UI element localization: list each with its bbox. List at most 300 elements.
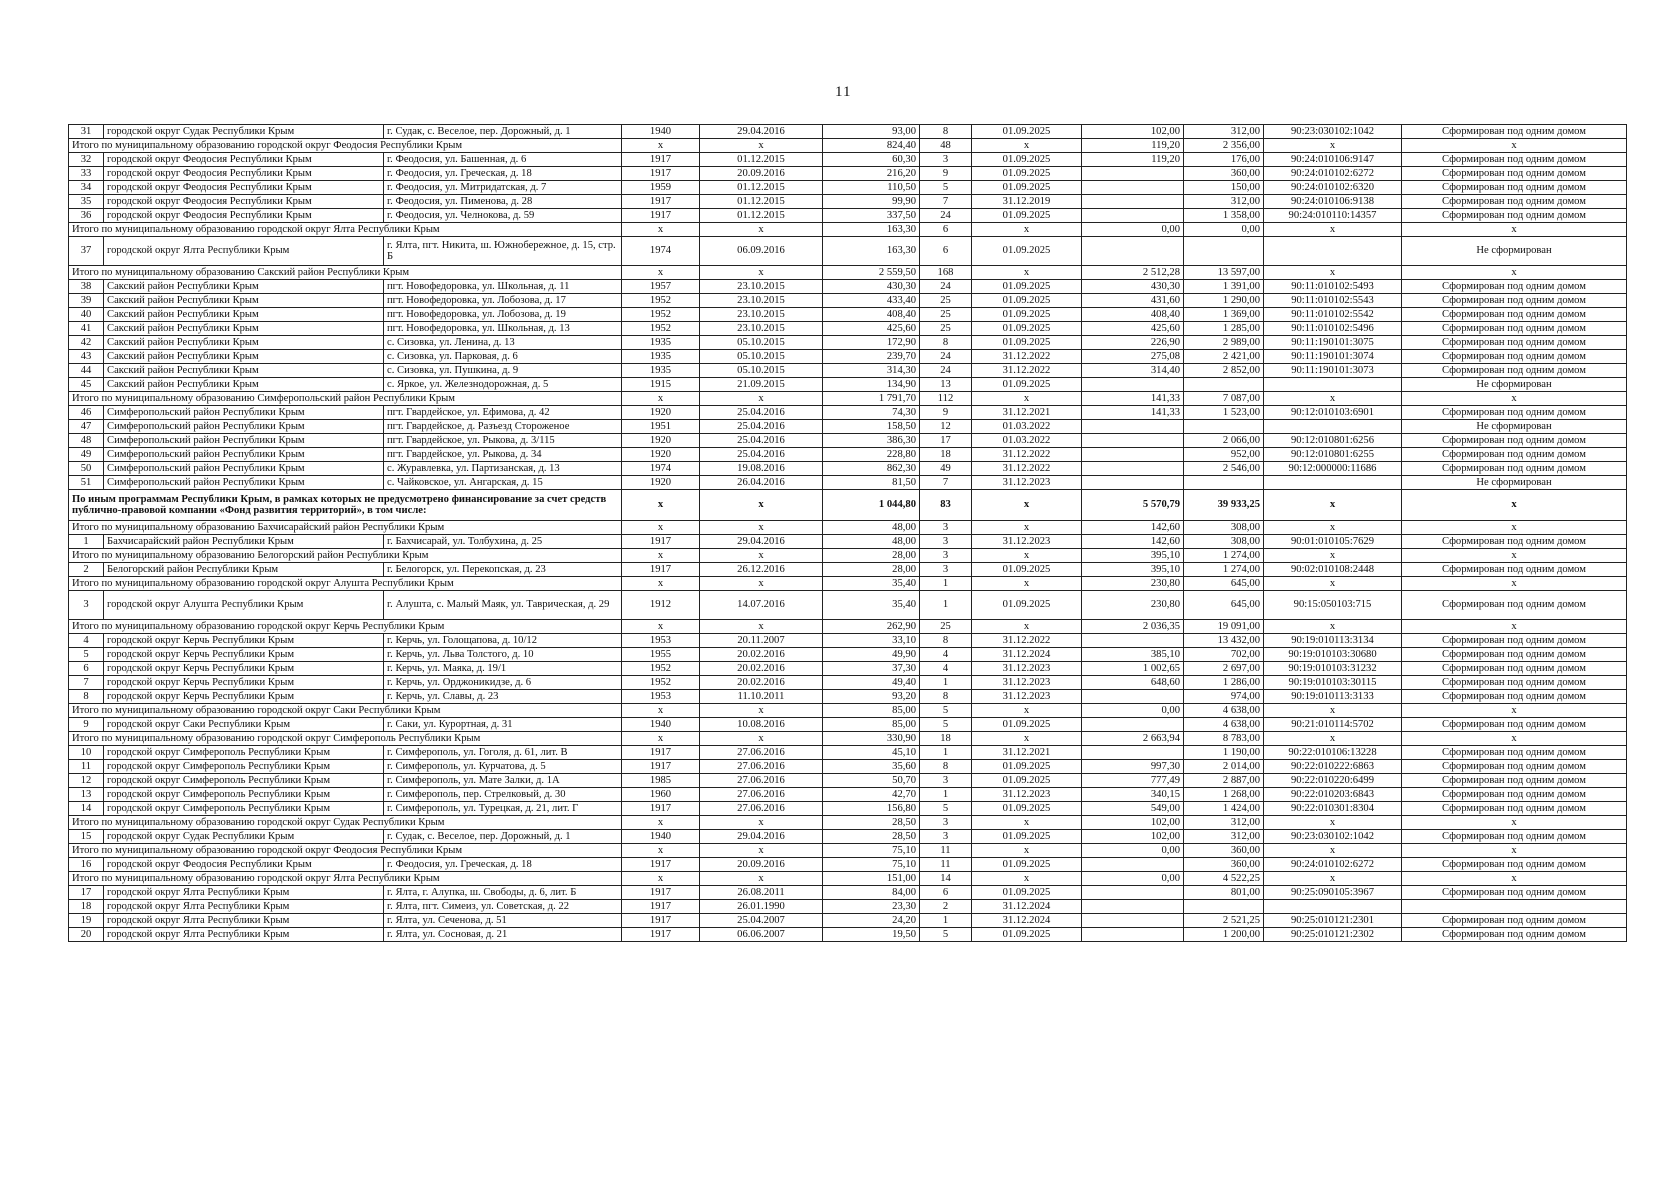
table-cell: 430,30 xyxy=(1082,280,1184,294)
table-cell: 25.04.2016 xyxy=(700,434,823,448)
table-cell: 151,00 xyxy=(823,872,920,886)
table-cell: 31.12.2023 xyxy=(972,690,1082,704)
table-cell: 648,60 xyxy=(1082,676,1184,690)
table-cell: Сформирован под одним домом xyxy=(1402,914,1627,928)
table-cell: 4 xyxy=(920,662,972,676)
table-cell: г. Керчь, ул. Голощапова, д. 10/12 xyxy=(384,634,622,648)
table-cell: 549,00 xyxy=(1082,802,1184,816)
table-cell: 41 xyxy=(69,322,104,336)
table-row xyxy=(69,591,1627,620)
subtotal-row xyxy=(69,521,1627,535)
table-cell: 1917 xyxy=(622,195,700,209)
table-cell: Сформирован под одним домом xyxy=(1402,928,1627,942)
subtotal-label: Итого по муниципальному образованию городской округ Ялта Республики Крым xyxy=(69,223,622,237)
table-cell: 7 xyxy=(920,476,972,490)
table-cell: 275,08 xyxy=(1082,350,1184,364)
table-cell: 226,90 xyxy=(1082,336,1184,350)
table-cell: 1 190,00 xyxy=(1184,746,1264,760)
table-cell: 90:12:010103:6901 xyxy=(1264,406,1402,420)
table-cell: 18 xyxy=(920,448,972,462)
table-cell: 28,00 xyxy=(823,563,920,577)
table-cell: Сформирован под одним домом xyxy=(1402,563,1627,577)
table-cell: 25.04.2016 xyxy=(700,420,823,434)
table-cell: пгт. Новофедоровка, ул. Школьная, д. 11 xyxy=(384,280,622,294)
table-cell: 2 989,00 xyxy=(1184,336,1264,350)
table-cell xyxy=(1082,462,1184,476)
table-cell: 228,80 xyxy=(823,448,920,462)
table-cell: 4 638,00 xyxy=(1184,704,1264,718)
table-cell: 90:22:010222:6863 xyxy=(1264,760,1402,774)
table-cell: 1940 xyxy=(622,718,700,732)
table-cell: 645,00 xyxy=(1184,577,1264,591)
table-cell: 395,10 xyxy=(1082,549,1184,563)
table-cell: 23.10.2015 xyxy=(700,280,823,294)
table-cell: 37,30 xyxy=(823,662,920,676)
table-row xyxy=(69,476,1627,490)
table-cell: 6 xyxy=(920,237,972,266)
table-cell xyxy=(1082,378,1184,392)
table-cell: 05.10.2015 xyxy=(700,364,823,378)
table-cell: 01.09.2025 xyxy=(972,209,1082,223)
table-cell: г. Ялта, ул. Сосновая, д. 21 xyxy=(384,928,622,942)
table-cell: 5 xyxy=(920,928,972,942)
table-cell: г. Керчь, ул. Маяка, д. 19/1 xyxy=(384,662,622,676)
table-cell: с. Журавлевка, ул. Партизанская, д. 13 xyxy=(384,462,622,476)
table-cell: 90:19:010103:30680 xyxy=(1264,648,1402,662)
table-cell: 1 268,00 xyxy=(1184,788,1264,802)
table-cell: 3 xyxy=(920,774,972,788)
table-cell: 3 xyxy=(920,521,972,535)
table-cell: 156,80 xyxy=(823,802,920,816)
table-cell: г. Феодосия, ул. Башенная, д. 6 xyxy=(384,153,622,167)
table-cell: 83 xyxy=(920,490,972,521)
table-row xyxy=(69,322,1627,336)
table-cell: x xyxy=(622,392,700,406)
table-cell xyxy=(1184,900,1264,914)
table-cell: x xyxy=(700,549,823,563)
table-cell: 360,00 xyxy=(1184,858,1264,872)
table-cell: 702,00 xyxy=(1184,648,1264,662)
table-cell: 05.10.2015 xyxy=(700,336,823,350)
table-cell: 32 xyxy=(69,153,104,167)
table-cell: Сформирован под одним домом xyxy=(1402,364,1627,378)
table-row xyxy=(69,802,1627,816)
table-cell: x xyxy=(1264,704,1402,718)
table-cell: x xyxy=(972,139,1082,153)
table-cell: 01.09.2025 xyxy=(972,153,1082,167)
table-cell: 1 200,00 xyxy=(1184,928,1264,942)
table-cell: x xyxy=(972,223,1082,237)
table-cell: 1953 xyxy=(622,690,700,704)
table-cell: пгт. Гвардейское, ул. Рыкова, д. 3/115 xyxy=(384,434,622,448)
table-cell: г. Феодосия, ул. Челнокова, д. 59 xyxy=(384,209,622,223)
table-cell: x xyxy=(972,577,1082,591)
table-cell: 134,90 xyxy=(823,378,920,392)
table-cell: 1952 xyxy=(622,322,700,336)
table-cell: 1917 xyxy=(622,886,700,900)
table-cell: x xyxy=(622,620,700,634)
table-cell: 20.02.2016 xyxy=(700,676,823,690)
table-cell: x xyxy=(1402,816,1627,830)
table-cell: 40 xyxy=(69,308,104,322)
table-cell: 84,00 xyxy=(823,886,920,900)
table-cell: 01.09.2025 xyxy=(972,830,1082,844)
table-cell: городской округ Ялта Республики Крым xyxy=(104,237,384,266)
table-cell: 340,15 xyxy=(1082,788,1184,802)
table-cell: 01.09.2025 xyxy=(972,308,1082,322)
table-cell: городской округ Керчь Республики Крым xyxy=(104,662,384,676)
table-cell: 14.07.2016 xyxy=(700,591,823,620)
table-cell: 1917 xyxy=(622,746,700,760)
table-cell: x xyxy=(622,490,700,521)
table-cell: 90:25:090105:3967 xyxy=(1264,886,1402,900)
table-cell: x xyxy=(972,266,1082,280)
table-cell: Сформирован под одним домом xyxy=(1402,462,1627,476)
table-cell: Сформирован под одним домом xyxy=(1402,280,1627,294)
table-cell: 1985 xyxy=(622,774,700,788)
subtotal-label: Итого по муниципальному образованию Симферопольский район Республики Крым xyxy=(69,392,622,406)
table-cell: 3 xyxy=(920,563,972,577)
table-cell: 1917 xyxy=(622,928,700,942)
table-cell: 13 432,00 xyxy=(1184,634,1264,648)
table-cell: 11.10.2011 xyxy=(700,690,823,704)
table-cell: 38 xyxy=(69,280,104,294)
table-cell: городской округ Феодосия Республики Крым xyxy=(104,167,384,181)
table-cell: 39 xyxy=(69,294,104,308)
table-cell: x xyxy=(1402,577,1627,591)
table-row xyxy=(69,900,1627,914)
table-cell: Сформирован под одним домом xyxy=(1402,434,1627,448)
table-cell: 385,10 xyxy=(1082,648,1184,662)
table-cell: x xyxy=(700,872,823,886)
table-cell: г. Керчь, ул. Орджоникидзе, д. 6 xyxy=(384,676,622,690)
table-row xyxy=(69,718,1627,732)
table-cell: 20.09.2016 xyxy=(700,858,823,872)
table-cell: 1 290,00 xyxy=(1184,294,1264,308)
table-cell: 1912 xyxy=(622,591,700,620)
table-cell: 1 358,00 xyxy=(1184,209,1264,223)
subtotal-row xyxy=(69,816,1627,830)
table-cell xyxy=(1184,420,1264,434)
table-cell: x xyxy=(622,139,700,153)
table-cell: 19 091,00 xyxy=(1184,620,1264,634)
table-cell: 01.09.2025 xyxy=(972,167,1082,181)
table-cell: 1920 xyxy=(622,476,700,490)
table-cell: 23.10.2015 xyxy=(700,322,823,336)
table-cell xyxy=(1082,434,1184,448)
table-cell: городской округ Симферополь Республики Крым xyxy=(104,760,384,774)
table-cell: 45,10 xyxy=(823,746,920,760)
table-cell: x xyxy=(700,816,823,830)
table-cell: городской округ Керчь Республики Крым xyxy=(104,634,384,648)
table-cell: 90:19:010103:31232 xyxy=(1264,662,1402,676)
table-cell: городской округ Судак Республики Крым xyxy=(104,830,384,844)
table-cell: 395,10 xyxy=(1082,563,1184,577)
table-cell: пгт. Гвардейское, ул. Ефимова, д. 42 xyxy=(384,406,622,420)
table-cell: г. Ялта, пгт. Никита, ш. Южнобережное, д. 15, стр. Б xyxy=(384,237,622,266)
table-cell: x xyxy=(1402,549,1627,563)
table-cell: 1917 xyxy=(622,209,700,223)
table-cell: 0,00 xyxy=(1082,704,1184,718)
table-cell: с. Сизовка, ул. Ленина, д. 13 xyxy=(384,336,622,350)
table-cell: 142,60 xyxy=(1082,535,1184,549)
table-cell: 1940 xyxy=(622,125,700,139)
table-cell: 386,30 xyxy=(823,434,920,448)
table-cell: 801,00 xyxy=(1184,886,1264,900)
table-cell: 2 xyxy=(69,563,104,577)
table-cell xyxy=(1082,167,1184,181)
table-cell: 312,00 xyxy=(1184,830,1264,844)
table-cell: 01.09.2025 xyxy=(972,280,1082,294)
table-cell: 102,00 xyxy=(1082,830,1184,844)
table-cell: г. Ялта, пгт. Симеиз, ул. Советская, д. 22 xyxy=(384,900,622,914)
table-cell: 1 xyxy=(920,746,972,760)
table-cell: Сформирован под одним домом xyxy=(1402,690,1627,704)
table-cell: 25 xyxy=(920,322,972,336)
table-cell: Сформирован под одним домом xyxy=(1402,350,1627,364)
table-cell: Сформирован под одним домом xyxy=(1402,195,1627,209)
table-cell xyxy=(1082,886,1184,900)
table-cell: 168 xyxy=(920,266,972,280)
table-cell: г. Феодосия, ул. Пименова, д. 28 xyxy=(384,195,622,209)
table-cell: 4 xyxy=(920,648,972,662)
table-cell: 6 xyxy=(920,886,972,900)
table-cell: x xyxy=(622,521,700,535)
table-cell: городской округ Керчь Республики Крым xyxy=(104,676,384,690)
table-cell: x xyxy=(1402,844,1627,858)
table-cell: Сакский район Республики Крым xyxy=(104,378,384,392)
table-cell: 90:11:190101:3073 xyxy=(1264,364,1402,378)
subtotal-label: Итого по муниципальному образованию городской округ Ялта Республики Крым xyxy=(69,872,622,886)
table-cell: x xyxy=(700,577,823,591)
table-cell: Сформирован под одним домом xyxy=(1402,746,1627,760)
table-cell: г. Керчь, ул. Льва Толстого, д. 10 xyxy=(384,648,622,662)
table-cell: 90:12:010801:6256 xyxy=(1264,434,1402,448)
table-cell: 1959 xyxy=(622,181,700,195)
table-cell: 31.12.2021 xyxy=(972,746,1082,760)
table-cell: городской округ Ялта Республики Крым xyxy=(104,886,384,900)
table-cell: 50,70 xyxy=(823,774,920,788)
table-cell xyxy=(1082,237,1184,266)
table-cell: 974,00 xyxy=(1184,690,1264,704)
table-cell: 90:12:000000:11686 xyxy=(1264,462,1402,476)
subtotal-row xyxy=(69,704,1627,718)
table-cell: 2 066,00 xyxy=(1184,434,1264,448)
table-cell: Не сформирован xyxy=(1402,420,1627,434)
table-cell: 8 xyxy=(920,634,972,648)
table-row xyxy=(69,774,1627,788)
table-cell: Сформирован под одним домом xyxy=(1402,448,1627,462)
table-cell: 11 xyxy=(920,844,972,858)
table-row xyxy=(69,364,1627,378)
table-cell: 90:19:010113:3133 xyxy=(1264,690,1402,704)
table-cell: 141,33 xyxy=(1082,406,1184,420)
table-cell: г. Симферополь, ул. Турецкая, д. 21, лит. Г xyxy=(384,802,622,816)
table-cell: 01.12.2015 xyxy=(700,181,823,195)
table-cell: Не сформирован xyxy=(1402,237,1627,266)
table-cell: 112 xyxy=(920,392,972,406)
table-cell: 2 512,28 xyxy=(1082,266,1184,280)
table-cell xyxy=(1264,476,1402,490)
table-cell: 2 559,50 xyxy=(823,266,920,280)
table-cell: г. Судак, с. Веселое, пер. Дорожный, д. 1 xyxy=(384,125,622,139)
table-cell: 1 369,00 xyxy=(1184,308,1264,322)
table-cell: 20.02.2016 xyxy=(700,662,823,676)
table-cell: 6 xyxy=(69,662,104,676)
table-cell: г. Бахчисарай, ул. Толбухина, д. 25 xyxy=(384,535,622,549)
table-cell: 49,90 xyxy=(823,648,920,662)
table-cell: 1951 xyxy=(622,420,700,434)
table-cell: Сформирован под одним домом xyxy=(1402,774,1627,788)
table-cell: 90:24:010106:9147 xyxy=(1264,153,1402,167)
table-cell: 31.12.2021 xyxy=(972,406,1082,420)
table-cell: 3 xyxy=(920,830,972,844)
table-cell: 216,20 xyxy=(823,167,920,181)
table-cell: x xyxy=(700,266,823,280)
table-cell: 9 xyxy=(920,167,972,181)
table-cell: 12 xyxy=(69,774,104,788)
table-cell: 777,49 xyxy=(1082,774,1184,788)
subtotal-row xyxy=(69,577,1627,591)
table-cell: x xyxy=(622,577,700,591)
table-cell: 31 xyxy=(69,125,104,139)
table-cell: 28,00 xyxy=(823,549,920,563)
subtotal-row xyxy=(69,732,1627,746)
subtotal-row xyxy=(69,139,1627,153)
table-row xyxy=(69,195,1627,209)
table-cell: 31.12.2022 xyxy=(972,364,1082,378)
table-cell: x xyxy=(1402,139,1627,153)
table-cell: Сформирован под одним домом xyxy=(1402,718,1627,732)
subtotal-row xyxy=(69,490,1627,521)
table-cell: x xyxy=(972,732,1082,746)
table-cell: 18 xyxy=(920,732,972,746)
table-cell xyxy=(1184,476,1264,490)
table-cell: x xyxy=(700,490,823,521)
table-cell: 1952 xyxy=(622,662,700,676)
table-cell: 26.01.1990 xyxy=(700,900,823,914)
table-cell: 27.06.2016 xyxy=(700,788,823,802)
table-cell: 01.09.2025 xyxy=(972,125,1082,139)
table-cell xyxy=(1184,237,1264,266)
table-cell: 337,50 xyxy=(823,209,920,223)
table-cell: 172,90 xyxy=(823,336,920,350)
table-cell: г. Симферополь, ул. Курчатова, д. 5 xyxy=(384,760,622,774)
table-cell: x xyxy=(1402,223,1627,237)
table-cell: Сформирован под одним домом xyxy=(1402,181,1627,195)
table-cell: 17 xyxy=(69,886,104,900)
table-cell: 01.12.2015 xyxy=(700,209,823,223)
table-cell: 141,33 xyxy=(1082,392,1184,406)
table-cell: 01.09.2025 xyxy=(972,718,1082,732)
table-cell: Сформирован под одним домом xyxy=(1402,788,1627,802)
table-cell: г. Саки, ул. Курортная, д. 31 xyxy=(384,718,622,732)
table-cell: x xyxy=(1402,872,1627,886)
table-cell: 10 xyxy=(69,746,104,760)
table-cell: 1 286,00 xyxy=(1184,676,1264,690)
table-cell: 31.12.2022 xyxy=(972,350,1082,364)
table-cell: 35,40 xyxy=(823,591,920,620)
table-row xyxy=(69,336,1627,350)
table-cell: 49 xyxy=(69,448,104,462)
table-cell xyxy=(1082,914,1184,928)
table-cell: Сакский район Республики Крым xyxy=(104,280,384,294)
table-row xyxy=(69,294,1627,308)
table-cell xyxy=(1082,928,1184,942)
table-cell: 90:25:010121:2301 xyxy=(1264,914,1402,928)
table-cell: Симферопольский район Республики Крым xyxy=(104,462,384,476)
table-cell: x xyxy=(1402,521,1627,535)
table-cell: Сформирован под одним домом xyxy=(1402,153,1627,167)
table-cell: 27.06.2016 xyxy=(700,760,823,774)
table-cell: городской округ Симферополь Республики Крым xyxy=(104,788,384,802)
table-cell: 29.04.2016 xyxy=(700,535,823,549)
table-cell: г. Феодосия, ул. Греческая, д. 18 xyxy=(384,858,622,872)
table-cell: 142,60 xyxy=(1082,521,1184,535)
table-cell: x xyxy=(622,872,700,886)
table-cell: x xyxy=(622,844,700,858)
table-cell: 163,30 xyxy=(823,237,920,266)
table-row xyxy=(69,462,1627,476)
table-cell: 5 xyxy=(920,704,972,718)
table-cell: Симферопольский район Республики Крым xyxy=(104,476,384,490)
table-cell: 3 xyxy=(920,535,972,549)
subtotal-row xyxy=(69,549,1627,563)
table-cell: Сакский район Республики Крым xyxy=(104,350,384,364)
table-cell: 5 570,79 xyxy=(1082,490,1184,521)
table-cell: 824,40 xyxy=(823,139,920,153)
table-cell: 1 391,00 xyxy=(1184,280,1264,294)
table-cell: x xyxy=(1264,549,1402,563)
table-cell: Не сформирован xyxy=(1402,476,1627,490)
table-cell: x xyxy=(972,521,1082,535)
table-cell: 1974 xyxy=(622,462,700,476)
table-cell xyxy=(1082,181,1184,195)
table-cell: 1920 xyxy=(622,448,700,462)
table-cell: 408,40 xyxy=(1082,308,1184,322)
table-cell: 645,00 xyxy=(1184,591,1264,620)
table-cell: 90:25:010121:2302 xyxy=(1264,928,1402,942)
table-cell: 13 597,00 xyxy=(1184,266,1264,280)
table-cell: 119,20 xyxy=(1082,139,1184,153)
table-cell: Сакский район Республики Крым xyxy=(104,294,384,308)
table-cell: 06.09.2016 xyxy=(700,237,823,266)
table-cell: 01.09.2025 xyxy=(972,378,1082,392)
table-cell: городской округ Феодосия Республики Крым xyxy=(104,858,384,872)
table-cell: x xyxy=(700,704,823,718)
table-cell: 23.10.2015 xyxy=(700,294,823,308)
table-cell xyxy=(1082,858,1184,872)
table-cell: Сформирован под одним домом xyxy=(1402,591,1627,620)
table-cell: 48 xyxy=(69,434,104,448)
table-cell: 5 xyxy=(920,718,972,732)
table-cell: 31.12.2024 xyxy=(972,648,1082,662)
table-cell: пгт. Гвардейское, ул. Рыкова, д. 34 xyxy=(384,448,622,462)
table-cell: 8 783,00 xyxy=(1184,732,1264,746)
table-cell: x xyxy=(1264,521,1402,535)
table-cell: 31.12.2019 xyxy=(972,195,1082,209)
table-cell: 25.04.2007 xyxy=(700,914,823,928)
table-cell: x xyxy=(972,392,1082,406)
table-cell: 90:23:030102:1042 xyxy=(1264,830,1402,844)
table-cell: 952,00 xyxy=(1184,448,1264,462)
table-cell: 1955 xyxy=(622,648,700,662)
table-cell: 25.04.2016 xyxy=(700,406,823,420)
table-cell: 24,20 xyxy=(823,914,920,928)
housing-table xyxy=(68,124,1627,942)
table-row xyxy=(69,434,1627,448)
table-body xyxy=(69,125,1627,942)
